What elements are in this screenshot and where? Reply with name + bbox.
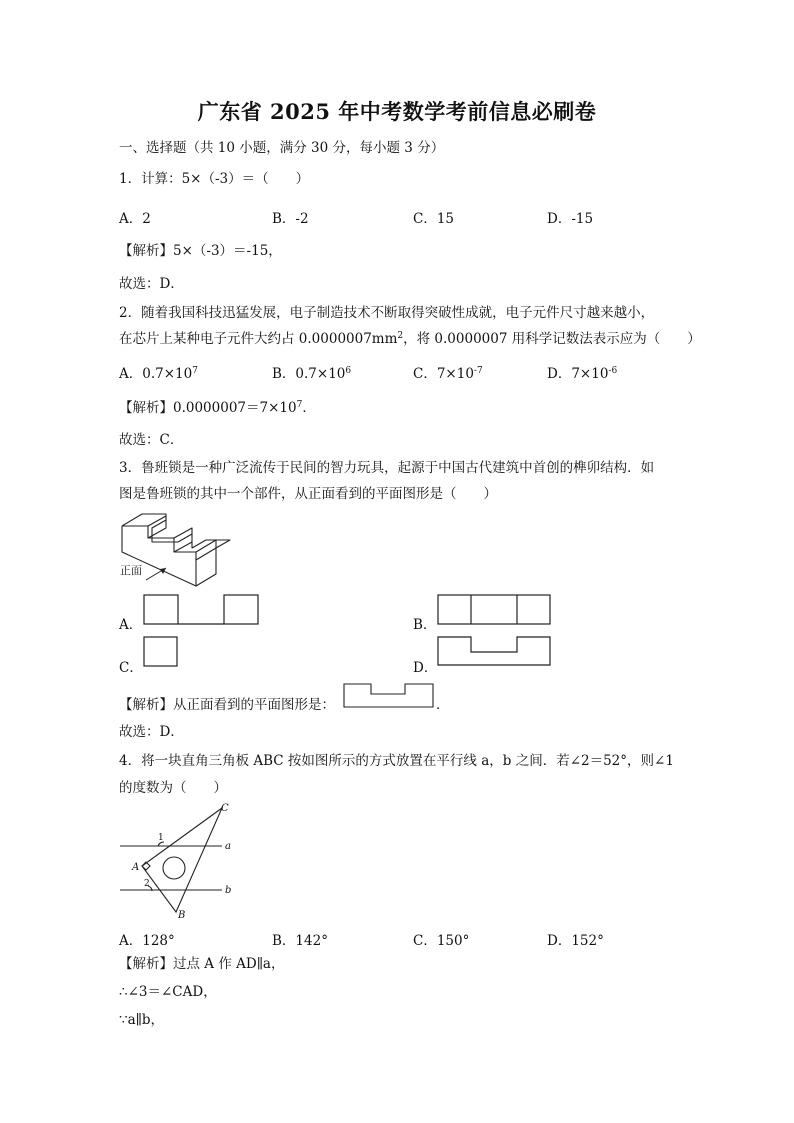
q2-option-c: C．$7\times 10^{-7}$ <box>413 366 483 382</box>
q2-answer: 故选：C． <box>119 432 184 448</box>
q3-analysis: 【解析】从正面看到的平面图形是： <box>119 697 335 713</box>
q2-stem-line1: 2．随着我国科技迅猛发展，电子制造技术不断取得突破性成就，电子元件尺寸越来越小， <box>119 305 655 321</box>
q1-analysis: 【解析】5×（-3）＝-15， <box>119 243 282 259</box>
q4-step-2: ∵a∥b， <box>119 1012 165 1028</box>
q3-option-a-label: A． <box>119 617 143 633</box>
q1-stem: 1．计算：5×（-3）＝（ ） <box>119 171 310 187</box>
q4-option-b: B．142° <box>272 933 328 949</box>
q4-analysis: 【解析】过点 A 作 AD∥a， <box>119 956 285 972</box>
label-c: C <box>221 803 229 814</box>
q1-option-c: C．15 <box>413 211 455 227</box>
q1-option-a: A．2 <box>119 211 151 227</box>
luban-lock-figure <box>116 508 236 590</box>
front-view-label: 正面 <box>120 564 142 577</box>
label-line-a: a <box>225 841 231 852</box>
label-b-vertex: B <box>178 910 186 921</box>
q3-option-b-figure <box>437 594 553 626</box>
q4-option-a: A．128° <box>119 933 175 949</box>
angle-1-label: 1 <box>158 833 164 843</box>
q2-analysis: 【解析】$0.0000007=7\times 10^7$． <box>119 400 316 416</box>
q4-stem-line1: 4．将一块直角三角板 ABC 按如图所示的方式放置在平行线 a，b 之间．若∠2＝52°，则∠1 <box>119 753 674 769</box>
q3-stem-line2: 图是鲁班锁的其中一个部件，从正面看到的平面图形是（ ） <box>119 486 497 502</box>
q3-option-d-figure <box>437 636 553 668</box>
q4-option-d: D．152° <box>547 933 604 949</box>
q3-analysis-end: ． <box>436 697 450 713</box>
angle-2-label: 2 <box>144 879 150 889</box>
q3-stem-line1: 3．鲁班锁是一种广泛流传于民间的智力玩具，起源于中国古代建筑中首创的榫卯结构．如 <box>119 460 655 476</box>
label-line-b: b <box>225 885 232 896</box>
triangle-parallel-lines-figure <box>118 800 248 922</box>
q3-answer: 故选：D． <box>119 724 184 740</box>
q2-option-a: A．$0.7\times 10^7$ <box>119 366 198 382</box>
q2-option-b: B．$0.7\times 10^6$ <box>272 366 352 382</box>
q3-analysis-figure <box>343 683 435 709</box>
q3-option-c-label: C． <box>119 660 143 676</box>
q3-option-b-label: B． <box>413 617 437 633</box>
page-title: 广东省 2025 年中考数学考前信息必刷卷 <box>197 99 597 124</box>
q1-option-d: D．-15 <box>547 211 594 227</box>
label-a-vertex: A <box>132 862 140 873</box>
q4-step-1: ∴∠3＝∠CAD， <box>119 984 217 1000</box>
q1-answer: 故选：D． <box>119 276 184 292</box>
q4-option-c: C．150° <box>413 933 470 949</box>
triangle-hole <box>163 857 185 879</box>
q3-option-a-figure <box>143 594 261 626</box>
q3-option-c-figure <box>143 636 179 668</box>
q4-stem-line2: 的度数为（ ） <box>119 780 227 796</box>
q2-option-d: D．$7\times 10^{-6}$ <box>547 366 618 382</box>
q2-stem-line2: 在芯片上某种电子元件大约占 $0.0000007mm^2$，将 0.0000007 用科学记数法表示应为（ ） <box>119 331 701 347</box>
q3-option-d-label: D． <box>413 660 438 676</box>
section-heading: 一、选择题（共 10 小题，满分 30 分，每小题 3 分） <box>119 140 445 156</box>
q1-option-b: B．-2 <box>272 211 309 227</box>
